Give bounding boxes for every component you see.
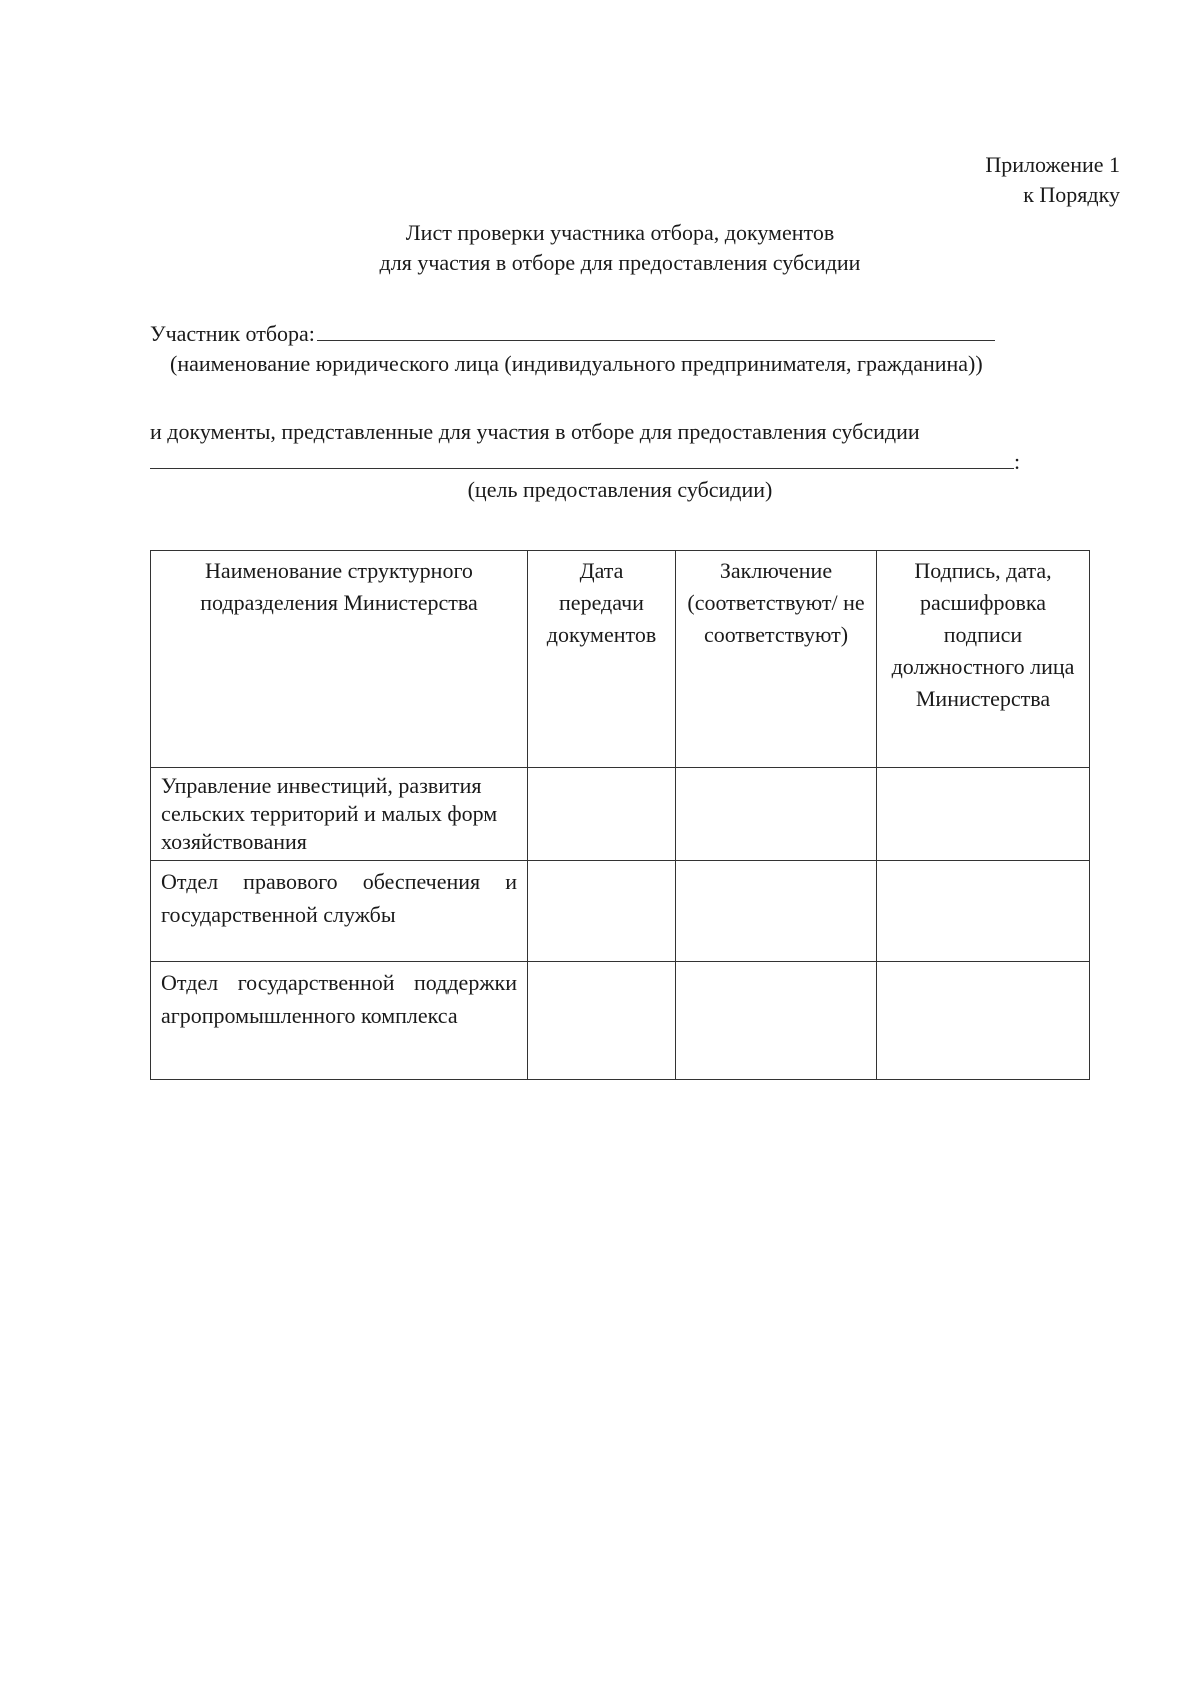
title-line-2: для участия в отборе для предоставления субсидии xyxy=(379,250,861,275)
participant-field xyxy=(150,320,995,348)
signature-cell[interactable] xyxy=(877,768,1090,861)
transfer-date-cell[interactable] xyxy=(528,768,676,861)
transfer-date-cell[interactable] xyxy=(528,962,676,1080)
goal-caption: (цель предоставления субсидии) xyxy=(467,477,773,502)
document-title xyxy=(150,218,1090,278)
goal-field xyxy=(150,448,1020,476)
department-name: Отдел правового обеспечения и государственной службы xyxy=(151,861,528,962)
conclusion-cell[interactable] xyxy=(676,962,877,1080)
conclusion-cell[interactable] xyxy=(676,861,877,962)
participant-blank-line[interactable] xyxy=(317,320,995,341)
department-name: Управление инвестиций, развития сельских территорий и малых форм хозяйствования xyxy=(151,768,528,861)
transfer-date-cell[interactable] xyxy=(528,861,676,962)
goal-end-mark: : xyxy=(1014,449,1021,474)
table-row xyxy=(151,768,1090,861)
signature-cell[interactable] xyxy=(877,962,1090,1080)
participant-label: Участник отбора: xyxy=(150,321,315,346)
header-conclusion: Заключение (соответствуют/ не соответствуют) xyxy=(676,551,877,768)
goal-blank-line[interactable] xyxy=(150,448,1014,469)
verification-table xyxy=(150,550,1090,1080)
signature-cell[interactable] xyxy=(877,861,1090,962)
conclusion-cell[interactable] xyxy=(676,768,877,861)
documents-text: и документы, представленные для участия в отборе для предоставления субсидии xyxy=(150,419,920,444)
department-name: Отдел государственной поддержки агропромышленного комплекса xyxy=(151,962,528,1080)
table-row xyxy=(151,861,1090,962)
annex-reference xyxy=(985,150,1120,210)
participant-caption: (наименование юридического лица (индивидуального предпринимателя, гражданина)) xyxy=(170,351,983,376)
header-department: Наименование структурного подразделения Министерства xyxy=(151,551,528,768)
annex-order: к Порядку xyxy=(1023,182,1120,207)
header-transfer-date: Дата передачи документов xyxy=(528,551,676,768)
annex-number: Приложение 1 xyxy=(985,152,1120,177)
table-header-row xyxy=(151,551,1090,768)
header-signature: Подпись, дата, расшифровка подписи должностного лица Министерства xyxy=(877,551,1090,768)
table-row xyxy=(151,962,1090,1080)
title-line-1: Лист проверки участника отбора, документов xyxy=(405,220,835,245)
